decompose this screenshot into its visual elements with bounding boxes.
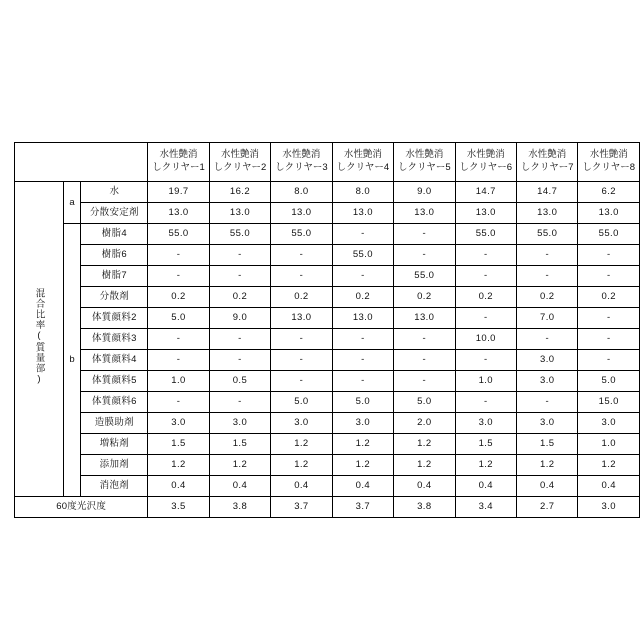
- cell-value: -: [394, 245, 455, 266]
- cell-value: -: [578, 308, 640, 329]
- row-item-label: 体質顔料2: [81, 308, 148, 329]
- cell-value: 9.0: [394, 182, 455, 203]
- cell-value: 1.2: [271, 434, 332, 455]
- table-row: [15, 329, 640, 350]
- cell-value: -: [148, 350, 209, 371]
- table-row: [15, 413, 640, 434]
- row-item-label: 体質顔料6: [81, 392, 148, 413]
- table-row: [15, 476, 640, 497]
- row-item-label: 増粘剤: [81, 434, 148, 455]
- cell-value: 13.0: [394, 308, 455, 329]
- cell-value: 55.0: [209, 224, 270, 245]
- table-row: [15, 392, 640, 413]
- gloss-value: 3.0: [578, 497, 640, 518]
- cell-value: -: [455, 266, 516, 287]
- gloss-value: 3.8: [394, 497, 455, 518]
- cell-value: -: [148, 266, 209, 287]
- cell-value: 55.0: [394, 266, 455, 287]
- cell-value: 5.0: [394, 392, 455, 413]
- column-header-5-line2: しクリヤー5: [398, 162, 451, 173]
- cell-value: -: [578, 245, 640, 266]
- gloss-value: 3.7: [271, 497, 332, 518]
- cell-value: -: [209, 329, 270, 350]
- group-label-mixing-ratio: [15, 182, 64, 497]
- row-item-label: 体質顔料4: [81, 350, 148, 371]
- cell-value: 0.2: [517, 287, 578, 308]
- subgroup-label-a: a: [63, 182, 81, 224]
- cell-value: -: [517, 245, 578, 266]
- cell-value: 55.0: [578, 224, 640, 245]
- table-row: [15, 350, 640, 371]
- cell-value: -: [209, 245, 270, 266]
- cell-value: -: [578, 350, 640, 371]
- cell-value: -: [332, 371, 393, 392]
- cell-value: 1.2: [394, 434, 455, 455]
- cell-value: 13.0: [394, 203, 455, 224]
- table-row: [15, 203, 640, 224]
- cell-value: 1.5: [148, 434, 209, 455]
- cell-value: -: [332, 329, 393, 350]
- cell-value: 10.0: [455, 329, 516, 350]
- row-item-label: 樹脂7: [81, 266, 148, 287]
- table-row: [15, 245, 640, 266]
- column-header-1: [148, 143, 209, 182]
- cell-value: 0.5: [209, 371, 270, 392]
- gloss-label: 60度光沢度: [15, 497, 148, 518]
- group-label-text: 混合比率(質量部): [33, 288, 45, 386]
- table-row: [15, 266, 640, 287]
- cell-value: -: [394, 371, 455, 392]
- cell-value: -: [578, 329, 640, 350]
- column-header-3-line2: しクリヤー3: [275, 162, 328, 173]
- cell-value: 1.5: [209, 434, 270, 455]
- cell-value: -: [148, 392, 209, 413]
- cell-value: -: [332, 266, 393, 287]
- cell-value: 1.0: [148, 371, 209, 392]
- cell-value: 1.2: [517, 455, 578, 476]
- column-header-6: [455, 143, 516, 182]
- cell-value: -: [517, 329, 578, 350]
- cell-value: 13.0: [209, 203, 270, 224]
- header-corner-cell: [15, 143, 148, 182]
- cell-value: 1.2: [271, 455, 332, 476]
- table-row: [15, 287, 640, 308]
- cell-value: 1.0: [578, 434, 640, 455]
- cell-value: 1.0: [455, 371, 516, 392]
- table-row: [15, 434, 640, 455]
- column-header-7-line2: しクリヤー7: [520, 162, 574, 173]
- cell-value: 1.2: [209, 455, 270, 476]
- cell-value: 6.2: [578, 182, 640, 203]
- cell-value: -: [271, 329, 332, 350]
- cell-value: 1.2: [332, 455, 393, 476]
- cell-value: 3.0: [517, 371, 578, 392]
- column-header-2-line1: 水性艶消: [220, 149, 259, 161]
- cell-value: -: [394, 350, 455, 371]
- cell-value: 3.0: [271, 413, 332, 434]
- cell-value: -: [209, 350, 270, 371]
- cell-value: 3.0: [578, 413, 640, 434]
- column-header-3: [271, 143, 332, 182]
- gloss-value: 3.8: [209, 497, 270, 518]
- cell-value: 3.0: [332, 413, 393, 434]
- column-header-8-line2: しクリヤー8: [582, 162, 636, 173]
- row-item-label: 体質顔料3: [81, 329, 148, 350]
- cell-value: 0.4: [517, 476, 578, 497]
- gloss-value: 3.4: [455, 497, 516, 518]
- table-footer-row: [15, 497, 640, 518]
- cell-value: 13.0: [578, 203, 640, 224]
- row-item-label: 樹脂4: [81, 224, 148, 245]
- cell-value: 1.5: [517, 434, 578, 455]
- cell-value: 13.0: [148, 203, 209, 224]
- column-header-2-line2: しクリヤー2: [213, 162, 267, 173]
- cell-value: 1.2: [394, 455, 455, 476]
- cell-value: -: [209, 392, 270, 413]
- cell-value: 16.2: [209, 182, 270, 203]
- cell-value: 15.0: [578, 392, 640, 413]
- cell-value: 5.0: [148, 308, 209, 329]
- cell-value: -: [394, 224, 455, 245]
- column-header-2: [209, 143, 270, 182]
- cell-value: -: [209, 266, 270, 287]
- column-header-6-line2: しクリヤー6: [459, 162, 513, 173]
- table-row: [15, 371, 640, 392]
- column-header-8: [578, 143, 640, 182]
- cell-value: 3.0: [148, 413, 209, 434]
- cell-value: -: [455, 308, 516, 329]
- row-item-label: 分散剤: [81, 287, 148, 308]
- table-row: [15, 455, 640, 476]
- cell-value: 13.0: [271, 203, 332, 224]
- formulation-table: [14, 142, 640, 518]
- row-item-label: 消泡剤: [81, 476, 148, 497]
- cell-value: 5.0: [271, 392, 332, 413]
- cell-value: 55.0: [455, 224, 516, 245]
- table-row: [15, 308, 640, 329]
- cell-value: 14.7: [517, 182, 578, 203]
- cell-value: 0.4: [455, 476, 516, 497]
- cell-value: 8.0: [332, 182, 393, 203]
- cell-value: 55.0: [332, 245, 393, 266]
- column-header-4-line2: しクリヤー4: [336, 162, 390, 173]
- gloss-value: 2.7: [517, 497, 578, 518]
- cell-value: 55.0: [271, 224, 332, 245]
- cell-value: -: [148, 245, 209, 266]
- cell-value: -: [517, 266, 578, 287]
- cell-value: 1.2: [578, 455, 640, 476]
- row-item-label: 分散安定剤: [81, 203, 148, 224]
- cell-value: -: [271, 245, 332, 266]
- cell-value: -: [271, 350, 332, 371]
- column-header-7-line1: 水性艶消: [528, 149, 567, 161]
- cell-value: 13.0: [455, 203, 516, 224]
- cell-value: -: [271, 266, 332, 287]
- cell-value: -: [332, 350, 393, 371]
- row-item-label: 造膜助剤: [81, 413, 148, 434]
- cell-value: 1.2: [455, 455, 516, 476]
- cell-value: 0.4: [332, 476, 393, 497]
- cell-value: 13.0: [271, 308, 332, 329]
- column-header-4-line1: 水性艶消: [343, 149, 382, 161]
- cell-value: 5.0: [332, 392, 393, 413]
- cell-value: 9.0: [209, 308, 270, 329]
- cell-value: 55.0: [148, 224, 209, 245]
- row-item-label: 体質顔料5: [81, 371, 148, 392]
- gloss-value: 3.5: [148, 497, 209, 518]
- cell-value: 13.0: [332, 308, 393, 329]
- cell-value: 3.0: [517, 350, 578, 371]
- cell-value: 3.0: [455, 413, 516, 434]
- column-header-1-line1: 水性艶消: [159, 149, 198, 161]
- column-header-4: [332, 143, 393, 182]
- column-header-3-line1: 水性艶消: [282, 149, 321, 161]
- table-row: [15, 182, 640, 203]
- cell-value: 55.0: [517, 224, 578, 245]
- column-header-6-line1: 水性艶消: [466, 149, 505, 161]
- cell-value: 19.7: [148, 182, 209, 203]
- cell-value: 13.0: [332, 203, 393, 224]
- cell-value: 1.2: [332, 434, 393, 455]
- row-item-label: 添加剤: [81, 455, 148, 476]
- cell-value: 0.2: [148, 287, 209, 308]
- table-header-row: [15, 143, 640, 182]
- cell-value: 0.2: [271, 287, 332, 308]
- cell-value: -: [455, 245, 516, 266]
- cell-value: 1.5: [455, 434, 516, 455]
- cell-value: -: [578, 266, 640, 287]
- cell-value: 1.2: [148, 455, 209, 476]
- cell-value: -: [148, 329, 209, 350]
- cell-value: 7.0: [517, 308, 578, 329]
- cell-value: 14.7: [455, 182, 516, 203]
- cell-value: 5.0: [578, 371, 640, 392]
- table-row: [15, 224, 640, 245]
- cell-value: 3.0: [209, 413, 270, 434]
- cell-value: 0.4: [394, 476, 455, 497]
- cell-value: -: [517, 392, 578, 413]
- cell-value: 8.0: [271, 182, 332, 203]
- column-header-5: [394, 143, 455, 182]
- cell-value: 0.2: [209, 287, 270, 308]
- cell-value: 0.4: [148, 476, 209, 497]
- cell-value: 0.4: [209, 476, 270, 497]
- column-header-7: [517, 143, 578, 182]
- cell-value: -: [271, 371, 332, 392]
- cell-value: 0.2: [394, 287, 455, 308]
- row-item-label: 樹脂6: [81, 245, 148, 266]
- cell-value: -: [455, 350, 516, 371]
- cell-value: -: [332, 224, 393, 245]
- subgroup-label-b: b: [63, 224, 81, 497]
- cell-value: -: [394, 329, 455, 350]
- cell-value: 0.2: [332, 287, 393, 308]
- cell-value: -: [455, 392, 516, 413]
- cell-value: 0.2: [578, 287, 640, 308]
- column-header-5-line1: 水性艶消: [405, 149, 444, 161]
- column-header-1-line2: しクリヤー1: [152, 162, 205, 173]
- column-header-8-line1: 水性艶消: [589, 149, 628, 161]
- cell-value: 3.0: [517, 413, 578, 434]
- cell-value: 2.0: [394, 413, 455, 434]
- cell-value: 0.4: [578, 476, 640, 497]
- cell-value: 0.4: [271, 476, 332, 497]
- cell-value: 0.2: [455, 287, 516, 308]
- gloss-value: 3.7: [332, 497, 393, 518]
- row-item-label: 水: [81, 182, 148, 203]
- cell-value: 13.0: [517, 203, 578, 224]
